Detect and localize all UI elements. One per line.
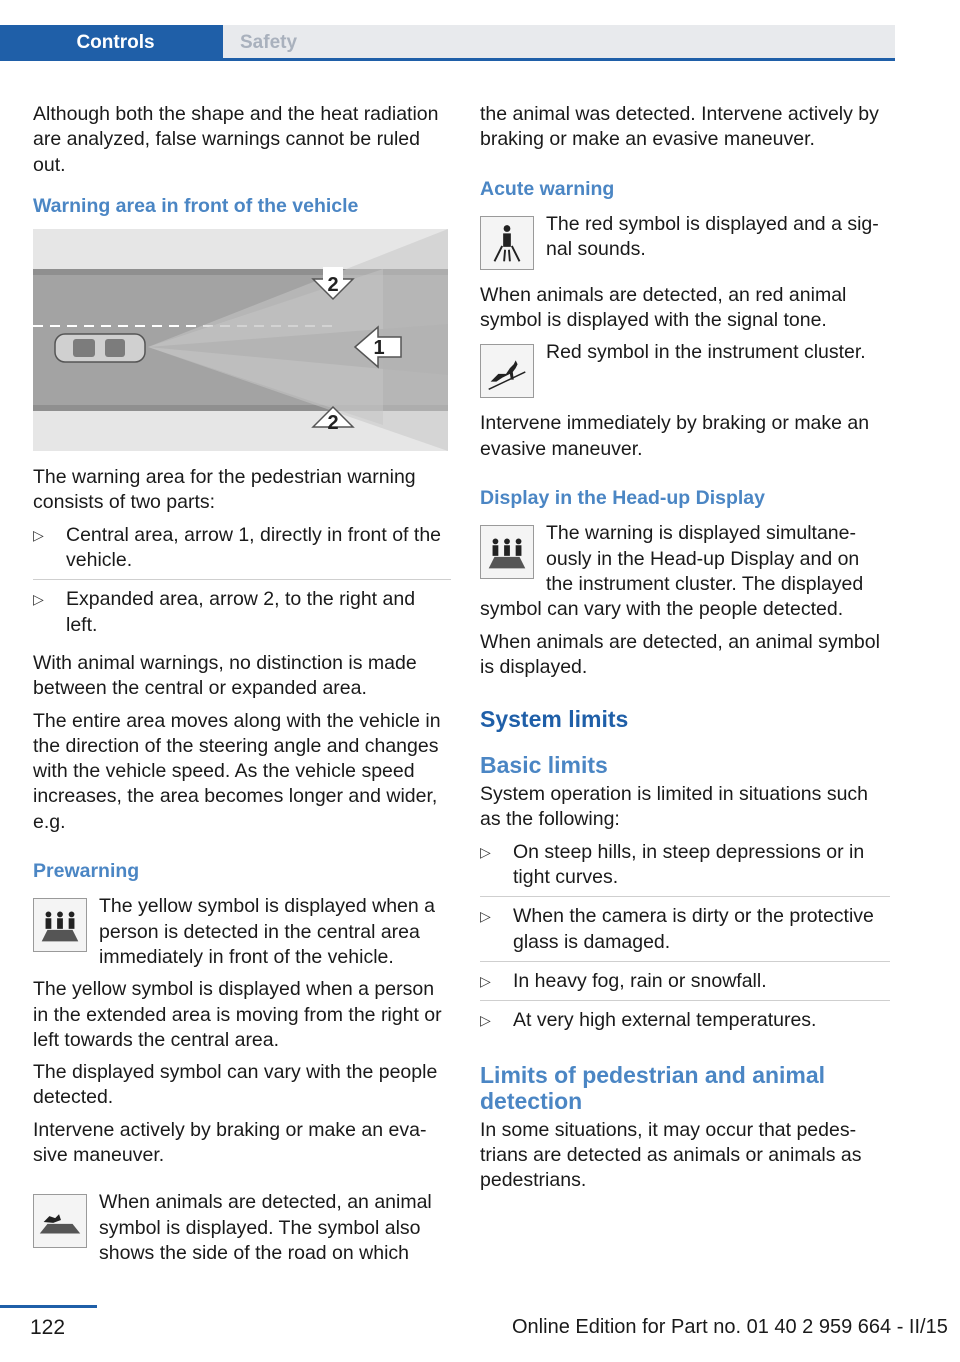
list-item (480, 904, 890, 962)
acute-text: The red symbol is displayed and a signal sounds. (546, 212, 879, 261)
edition-note: Online Edition for Part no. 01 40 2 959 664 - II/15 (512, 1316, 948, 1338)
hud-text: The warning is displayed simultaneously in the Head-up Display and on the instrument cluster. The displayed (546, 522, 864, 595)
triangle-bullet-icon: ▷ (33, 526, 44, 543)
yellow-extended-paragraph: The yellow symbol is displayed when a person in the extended area is moving from the right or left towards the central area. (33, 978, 442, 1051)
deer-icon (480, 344, 534, 398)
animal-side-row (33, 1190, 451, 1266)
triangle-bullet-icon: ▷ (480, 843, 491, 860)
detection-limits-paragraph: In some situations, it may occur that pedestrians are detected as animals or animals as pedestrians. (480, 1118, 862, 1192)
pedestrian-red-icon (480, 216, 534, 270)
intervene-paragraph: Intervene actively by braking or make an evasive maneuver. (33, 1118, 427, 1167)
red-cluster-row (480, 340, 890, 404)
acute-row (480, 212, 890, 276)
warning-area-diagram (33, 229, 448, 451)
animal-side-text: When animals are detected, an animal symbol is displayed. The symbol also shows the side of the road on which (99, 1191, 432, 1264)
header-tab-bar (0, 25, 895, 61)
basic-limits-heading: Basic limits (480, 752, 608, 779)
tab-controls[interactable]: Controls (0, 25, 223, 61)
list-item (480, 969, 890, 1001)
warning-area-heading: Warning area in front of the vehicle (33, 194, 359, 217)
two-parts-paragraph: The warning area for the pedestrian warning consists of two parts: (33, 466, 416, 514)
pedestrians-group-icon (33, 898, 87, 952)
basic-limits-intro: System operation is limited in situations such as the following: (480, 783, 869, 831)
animal-road-side-icon (33, 1194, 87, 1248)
list-item-text: In heavy fog, rain or snowfall. (513, 969, 767, 992)
right-column (480, 102, 890, 1200)
system-limits-heading: System limits (480, 706, 629, 733)
left-column (33, 102, 451, 1273)
list-item-text: On steep hills, in steep depressions or in tight curves. (513, 840, 865, 889)
hud-text-continued: symbol can vary with the people detected. (480, 598, 844, 621)
detection-limits-heading: Limits of pedestrian and animal detection (480, 1061, 826, 1114)
list-item-text: Central area, arrow 1, directly in front of the vehicle. (66, 523, 442, 572)
intervene-immediately-paragraph: Intervene immediately by braking or make an evasive maneuver. (480, 412, 870, 460)
list-item-text: Expanded area, arrow 2, to the right and left. (66, 588, 416, 636)
footer-rule (0, 1305, 97, 1308)
tab-safety[interactable]: Safety (240, 32, 298, 53)
red-cluster-text: Red symbol in the instrument cluster. (546, 341, 866, 364)
list-item (33, 523, 451, 581)
pedestrians-group-icon (480, 525, 534, 579)
list-item (33, 587, 451, 644)
list-item (480, 840, 890, 898)
triangle-bullet-icon: ▷ (480, 908, 491, 925)
diagram-label-1: 1 (373, 337, 385, 360)
areas-list (33, 523, 451, 644)
continued-paragraph: the animal was detected. Intervene actively by braking or make an evasive maneuver. (480, 103, 879, 151)
animals-red-paragraph: When animals are detected, an red animal symbol is displayed with the signal tone. (480, 283, 847, 332)
list-item-text: When the camera is dirty or the protective glass is damaged. (513, 905, 874, 953)
prewarning-heading: Prewarning (33, 860, 140, 883)
animal-distinction-paragraph: With animal warnings, no distinction is made between the central or expanded area. (33, 651, 417, 700)
triangle-bullet-icon: ▷ (480, 1012, 491, 1029)
intro-paragraph: Although both the shape and the heat radiation are analyzed, false warnings cannot be ruled out. (33, 103, 439, 176)
limits-list (480, 840, 890, 1040)
triangle-bullet-icon: ▷ (33, 591, 44, 608)
acute-warning-heading: Acute warning (480, 177, 615, 200)
prewarning-text: The yellow symbol is displayed when a person is detected in the central area immediately in front of the vehicle. (99, 895, 435, 968)
diagram-label-2-top: 2 (327, 274, 339, 297)
hud-row (480, 521, 890, 597)
list-item (480, 1008, 890, 1039)
page-number: 122 (30, 1316, 66, 1339)
animals-hud-paragraph: When animals are detected, an animal symbol is displayed. (480, 630, 880, 678)
entire-area-paragraph: The entire area moves along with the vehicle in the direction of the steering angle and changes with the vehicle speed. As the vehicle speed increases, the area becomes longer and wider, e.g. (33, 709, 441, 833)
list-item-text: At very high external temperatures. (513, 1009, 817, 1032)
symbol-vary-paragraph: The displayed symbol can vary with the people detected. (33, 1061, 438, 1109)
header-rule (0, 58, 895, 61)
diagram-label-2-bottom: 2 (327, 412, 339, 435)
triangle-bullet-icon: ▷ (480, 972, 491, 989)
prewarning-row (33, 894, 451, 970)
hud-heading: Display in the Head-up Display (480, 487, 765, 510)
